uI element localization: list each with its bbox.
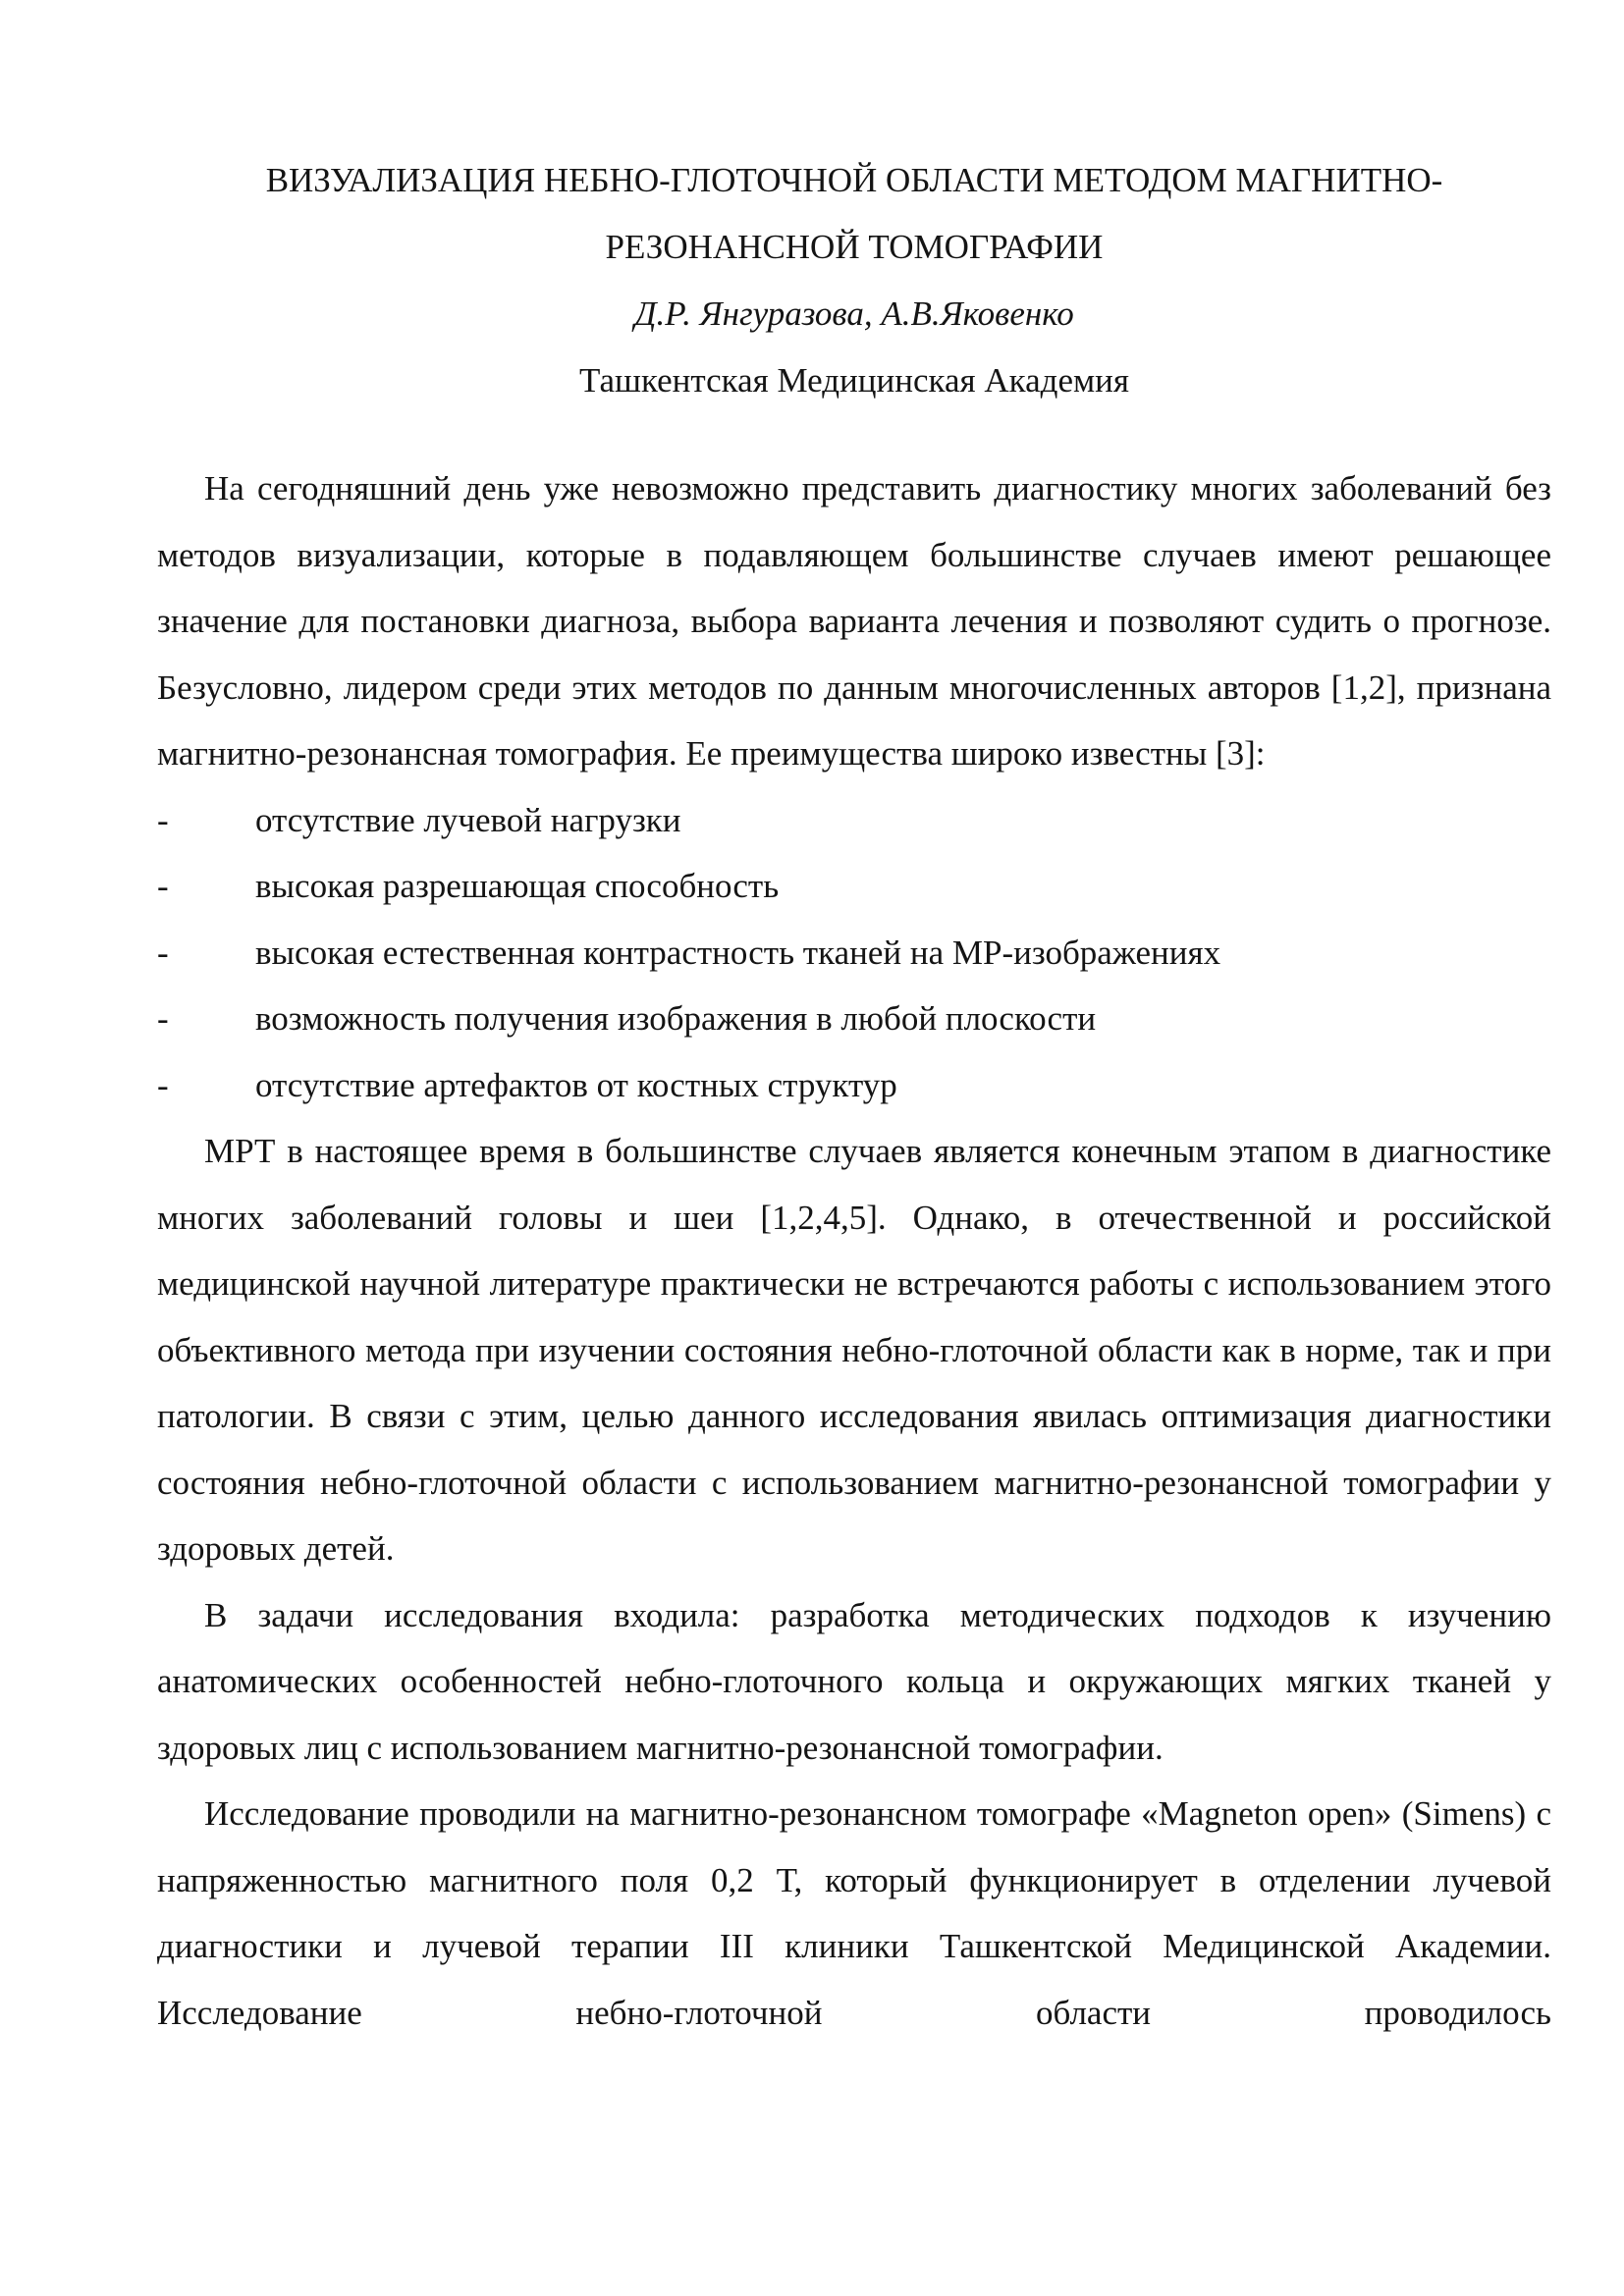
list-item-text: отсутствие лучевой нагрузки: [255, 800, 681, 839]
paragraph-methods: Исследование проводили на магнитно-резонансном томографе «Magneton open» (Simens) с напряженностью магнитного поля 0,2 Т, который функционирует в отделении лучевой диагностики и лучевой терапии III клиники Ташкентской Медицинской Академии. Исследование небно-глоточной области проводилось: [157, 1794, 1551, 2032]
list-item: [157, 853, 1551, 920]
list-dash: -: [157, 999, 169, 1038]
page-title: [157, 147, 1551, 281]
title-line-1: ВИЗУАЛИЗАЦИЯ НЕБНО-ГЛОТОЧНОЙ ОБЛАСТИ МЕТОДОМ МАГНИТНО-: [265, 161, 1443, 199]
body-text: [157, 455, 1551, 2046]
list-dash: -: [157, 867, 169, 905]
list-item: [157, 787, 1551, 854]
list-dash: -: [157, 1065, 169, 1104]
authors: Д.Р. Янгуразова, А.В.Яковенко: [634, 294, 1074, 333]
list-item: [157, 1052, 1551, 1119]
paragraph-objectives: В задачи исследования входила: разработка методических подходов к изучению анатомических особенностей небно-глоточного кольца и окружающих мягких тканей у здоровых лиц с использованием магнитно-резонансной томографии.: [157, 1595, 1551, 1767]
list-item-text: отсутствие артефактов от костных структур: [255, 1065, 897, 1104]
affiliation: Ташкентская Медицинская Академия: [579, 361, 1129, 400]
list-item-text: высокая разрешающая способность: [255, 867, 780, 905]
list-item-text: высокая естественная контрастность тканей на МР-изображениях: [255, 933, 1221, 972]
list-item-text: возможность получения изображения в любой плоскости: [255, 999, 1097, 1038]
list-item: [157, 986, 1551, 1052]
paragraph-intro: На сегодняшний день уже невозможно представить диагностику многих заболеваний без методов визуализации, которые в подавляющем большинстве случаев имеют решающее значение для постановки диагноза, выбора варианта лечения и позволяют судить о прогнозе. Безусловно, лидером среди этих методов по данным многочисленных авторов [1,2], признана магнитно-резонансная томография. Ее преимущества широко известны [3]:: [157, 469, 1551, 773]
paragraph-mri-role: МРТ в настоящее время в большинстве случаев является конечным этапом в диагностике многих заболеваний головы и шеи [1,2,4,5]. Однако, в отечественной и российской медицинской научной литературе практически не встречаются работы с использованием этого объективного метода при изучении состояния небно-глоточной области как в норме, так и при патологии. В связи с этим, целью данного исследования явилась оптимизация диагностики состояния небно-глоточной области с использованием магнитно-резонансной томографии у здоровых детей.: [157, 1132, 1551, 1568]
list-dash: -: [157, 800, 169, 839]
title-line-2: РЕЗОНАНСНОЙ ТОМОГРАФИИ: [605, 228, 1104, 266]
advantages-list: [157, 787, 1551, 1119]
list-item: [157, 920, 1551, 987]
page-content: [157, 147, 1551, 2046]
list-dash: -: [157, 933, 169, 972]
title-block: [157, 147, 1551, 414]
